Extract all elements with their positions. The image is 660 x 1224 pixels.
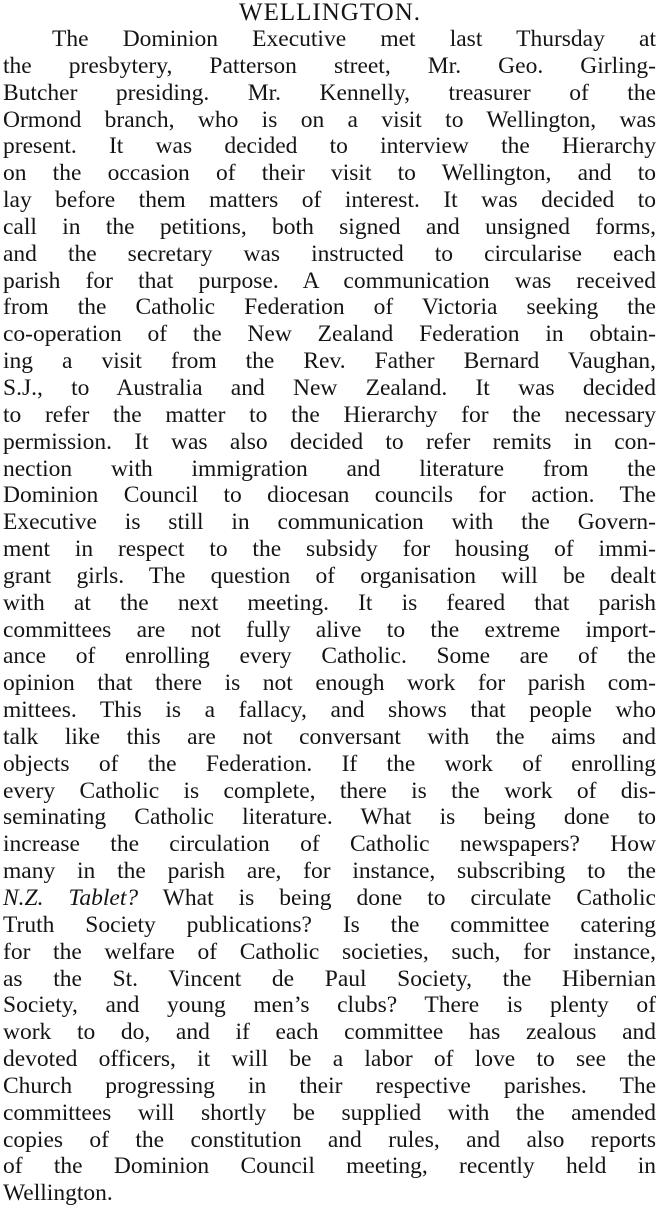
text-line-rest: What is being done to circulate Catholic xyxy=(138,885,656,911)
text-line: permission. It was also decided to refer remits in con- xyxy=(3,428,656,455)
text-line: ance of enrolling every Catholic. Some are of the xyxy=(3,643,656,670)
text-line: with at the next meeting. It is feared that parish xyxy=(3,589,656,616)
text-line: work to do, and if each committee has zealous and xyxy=(3,1019,656,1046)
text-line: and the secretary was instructed to circularise each xyxy=(3,240,656,267)
text-line: of the Dominion Council meeting, recently held in xyxy=(3,1153,656,1180)
text-line: to refer the matter to the Hierarchy for the necessary xyxy=(3,401,656,428)
text-line: seminating Catholic literature. What is being done to xyxy=(3,804,656,831)
text-line: Ormond branch, who is on a visit to Wellington, was xyxy=(3,106,656,133)
text-line: from the Catholic Federation of Victoria seeking the xyxy=(3,294,656,321)
publication-title: N.Z. Tablet? xyxy=(3,885,139,911)
text-line: Society, and young men’s clubs? There is plenty of xyxy=(3,992,656,1019)
text-line: S.J., to Australia and New Zealand. It was decided xyxy=(3,374,656,401)
text-line: for the welfare of Catholic societies, such, for instance, xyxy=(3,938,656,965)
text-line: Butcher presiding. Mr. Kennelly, treasurer of the xyxy=(3,79,656,106)
text-line: many in the parish are, for instance, subscribing to the xyxy=(3,858,656,885)
text-line: ment in respect to the subsidy for housing of immi- xyxy=(3,536,656,563)
text-line: as the St. Vincent de Paul Society, the Hibernian xyxy=(3,965,656,992)
text-line: present. It was decided to interview the Hierarchy xyxy=(3,133,656,160)
text-line: co-operation of the New Zealand Federation in obtain- xyxy=(3,321,656,348)
text-line: Executive is still in communication with the Govern- xyxy=(3,509,656,536)
text-line: on the occasion of their visit to Wellington, and to xyxy=(3,160,656,187)
text-line: increase the circulation of Catholic newspapers? How xyxy=(3,831,656,858)
text-line: committees are not fully alive to the extreme import- xyxy=(3,616,656,643)
text-line: grant girls. The question of organisation will be dealt xyxy=(3,562,656,589)
text-line: Wellington. xyxy=(3,1180,113,1207)
text-line: nection with immigration and literature from the xyxy=(3,455,656,482)
text-line: ing a visit from the Rev. Father Bernard Vaughan, xyxy=(3,348,656,375)
text-line: talk like this are not conversant with the aims and xyxy=(3,723,656,750)
text-line: every Catholic is complete, there is the work of dis- xyxy=(3,777,656,804)
article-headline: WELLINGTON. xyxy=(238,0,422,26)
text-line: copies of the constitution and rules, and also reports xyxy=(3,1126,656,1153)
text-line: call in the petitions, both signed and unsigned forms, xyxy=(3,213,656,240)
text-line: Truth Society publications? Is the committee catering xyxy=(3,911,656,938)
text-line: Church progressing in their respective parishes. The xyxy=(3,1072,656,1099)
text-line: the presbytery, Patterson street, Mr. Geo. Girling- xyxy=(3,52,656,79)
article-body xyxy=(0,26,660,1207)
text-line: The Dominion Executive met last Thursday at xyxy=(52,26,656,52)
text-line: committees will shortly be supplied with the amended xyxy=(3,1099,656,1126)
text-line: mittees. This is a fallacy, and shows that people who xyxy=(3,697,656,724)
text-line: opinion that there is not enough work for parish com- xyxy=(3,670,656,697)
text-line: parish for that purpose. A communication was received xyxy=(3,267,656,294)
text-line-with-italic xyxy=(0,885,660,912)
text-line: lay before them matters of interest. It was decided to xyxy=(3,187,656,214)
text-line: devoted officers, it will be a labor of love to see the xyxy=(3,1046,656,1073)
text-line: Dominion Council to diocesan councils for action. The xyxy=(3,482,656,509)
text-line: objects of the Federation. If the work of enrolling xyxy=(3,750,656,777)
